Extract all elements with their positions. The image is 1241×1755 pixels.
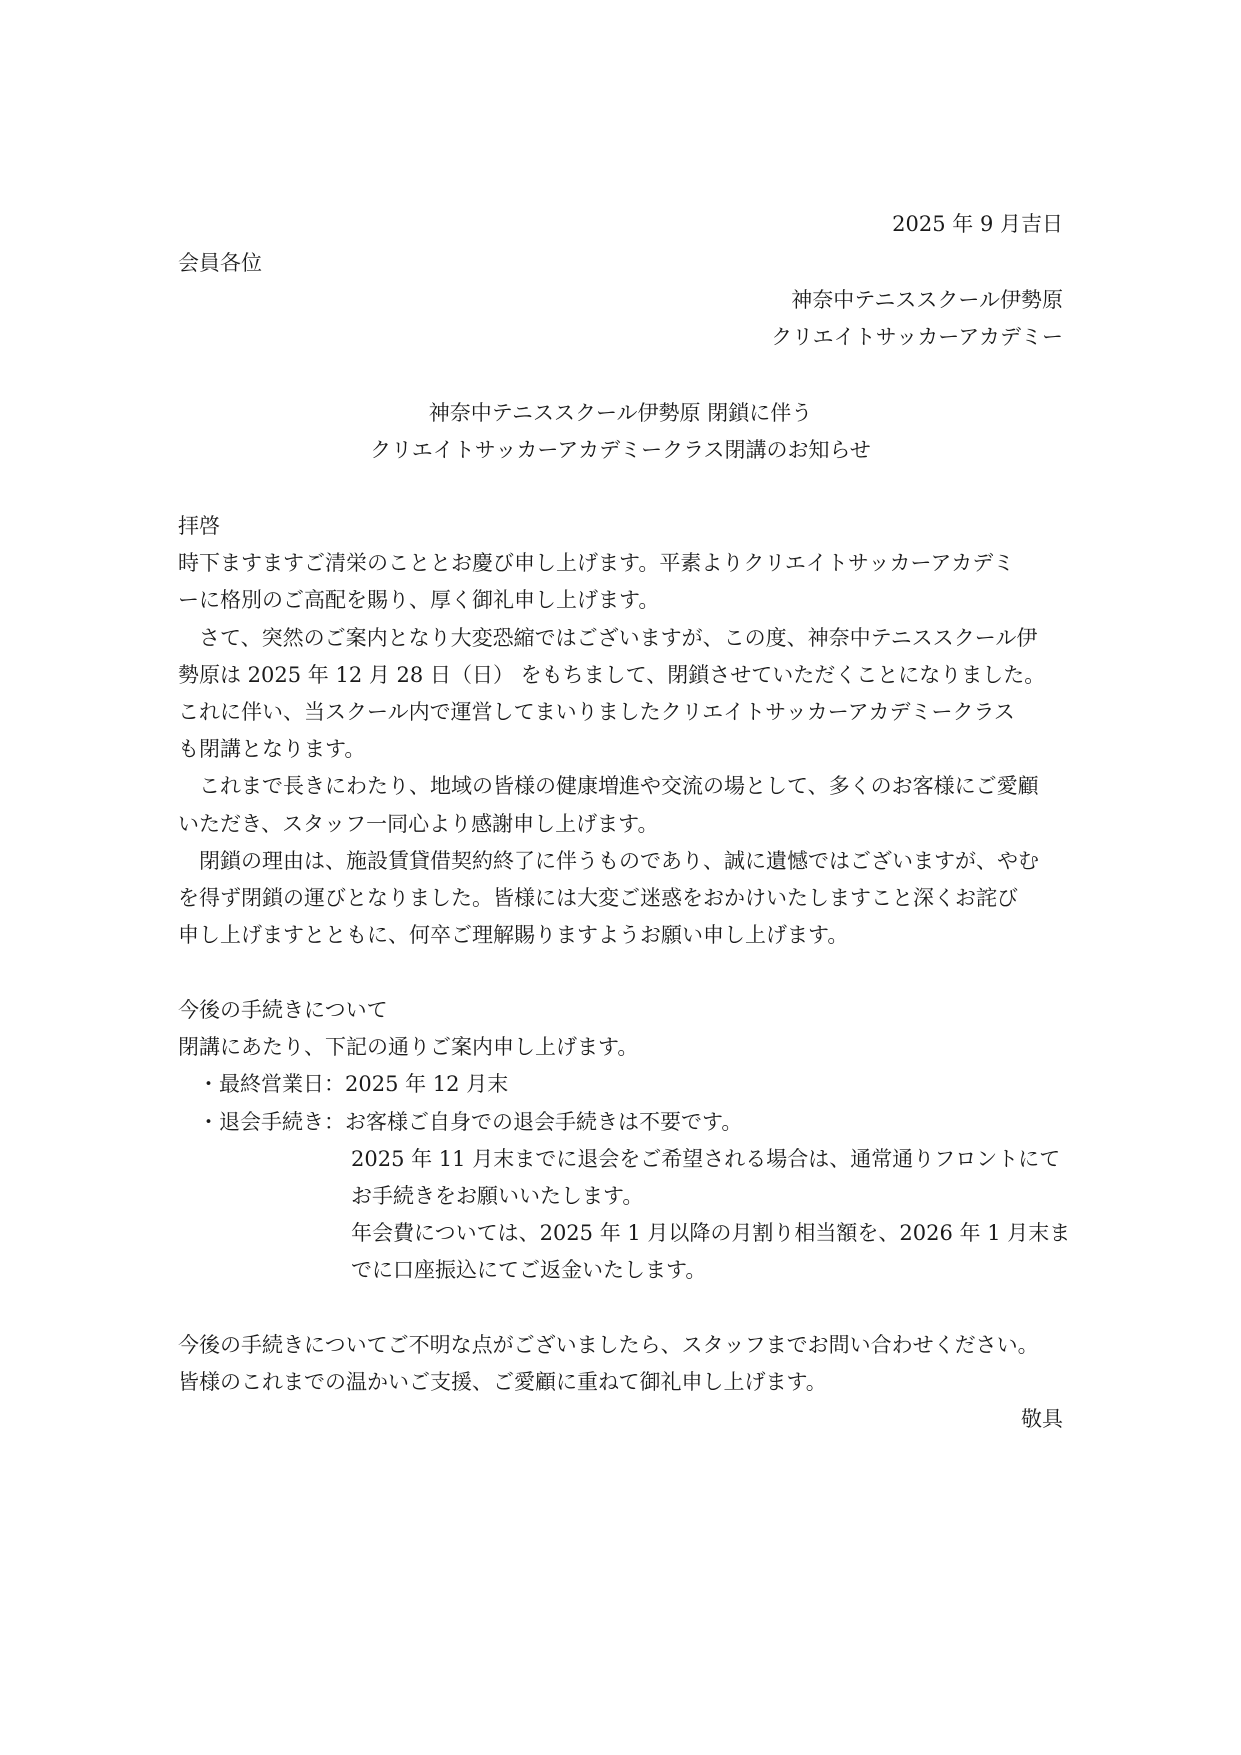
closing-line: 今後の手続きについてご不明な点がございましたら、スタッフまでお問い合わせください。: [178, 1333, 1039, 1357]
greeting: 拝啓: [178, 514, 220, 538]
sign-off: 敬具: [1021, 1407, 1063, 1431]
procedure-detail-line: 年会費については、2025 年 1 月以降の月割り相当額を、2026 年 1 月末ま: [351, 1221, 1071, 1245]
paragraph-line: ーに格別のご高配を賜り、厚く御礼申し上げます。: [178, 588, 660, 612]
paragraph-line: も閉講となります。: [178, 737, 366, 761]
paragraph-line: さて、突然のご案内となり大変恐縮ではございますが、この度、神奈中テニススクール伊: [199, 626, 1038, 650]
title-line-2: クリエイトサッカーアカデミークラス閉講のお知らせ: [370, 438, 871, 462]
procedure-detail-line: でに口座振込にてご返金いたします。: [351, 1258, 707, 1282]
paragraph-line: 勢原は 2025 年 12 月 28 日（日） をもちまして、閉鎖させていただくことになりました。: [178, 663, 1046, 687]
sender-line-2: クリエイトサッカーアカデミー: [771, 325, 1063, 349]
issue-date: 2025 年 9 月吉日: [892, 212, 1063, 236]
procedure-detail-line: お手続きをお願いいたします。: [351, 1184, 644, 1208]
closing-line: 皆様のこれまでの温かいご支援、ご愛顧に重ねて御礼申し上げます。: [178, 1370, 827, 1394]
recipient: 会員各位: [178, 251, 262, 275]
procedures-intro: 閉講にあたり、下記の通りご案内申し上げます。: [178, 1035, 639, 1059]
paragraph-line: 申し上げますとともに、何卒ご理解賜りますようお願い申し上げます。: [178, 923, 849, 947]
paragraph-line: いただき、スタッフ一同心より感謝申し上げます。: [178, 812, 659, 836]
title-line-1: 神奈中テニススクール伊勢原 閉鎖に伴う: [428, 401, 813, 425]
paragraph-line: 時下ますますご清栄のこととお慶び申し上げます。平素よりクリエイトサッカーアカデミ: [178, 551, 1015, 575]
procedure-detail-line: 2025 年 11 月末までに退会をご希望される場合は、通常通りフロントにて: [351, 1147, 1061, 1171]
paragraph-line: これに伴い、当スクール内で運営してまいりましたクリエイトサッカーアカデミークラス: [178, 700, 1015, 724]
paragraph-line: を得ず閉鎖の運びとなりました。皆様には大変ご迷惑をおかけいたしますこと深くお詫び: [178, 886, 1018, 910]
procedures-heading: 今後の手続きについて: [178, 998, 388, 1022]
last-business-day-item: ・最終営業日：2025 年 12 月末: [198, 1072, 509, 1096]
paragraph-line: これまで長きにわたり、地域の皆様の健康増進や交流の場として、多くのお客様にご愛顧: [199, 774, 1039, 798]
withdrawal-procedure-item: ・退会手続き：お客様ご自身での退会手続きは不要です。: [198, 1110, 743, 1134]
paragraph-line: 閉鎖の理由は、施設賃貸借契約終了に伴うものであり、誠に遺憾ではございますが、やむ: [199, 849, 1039, 873]
sender-line-1: 神奈中テニススクール伊勢原: [791, 288, 1063, 312]
